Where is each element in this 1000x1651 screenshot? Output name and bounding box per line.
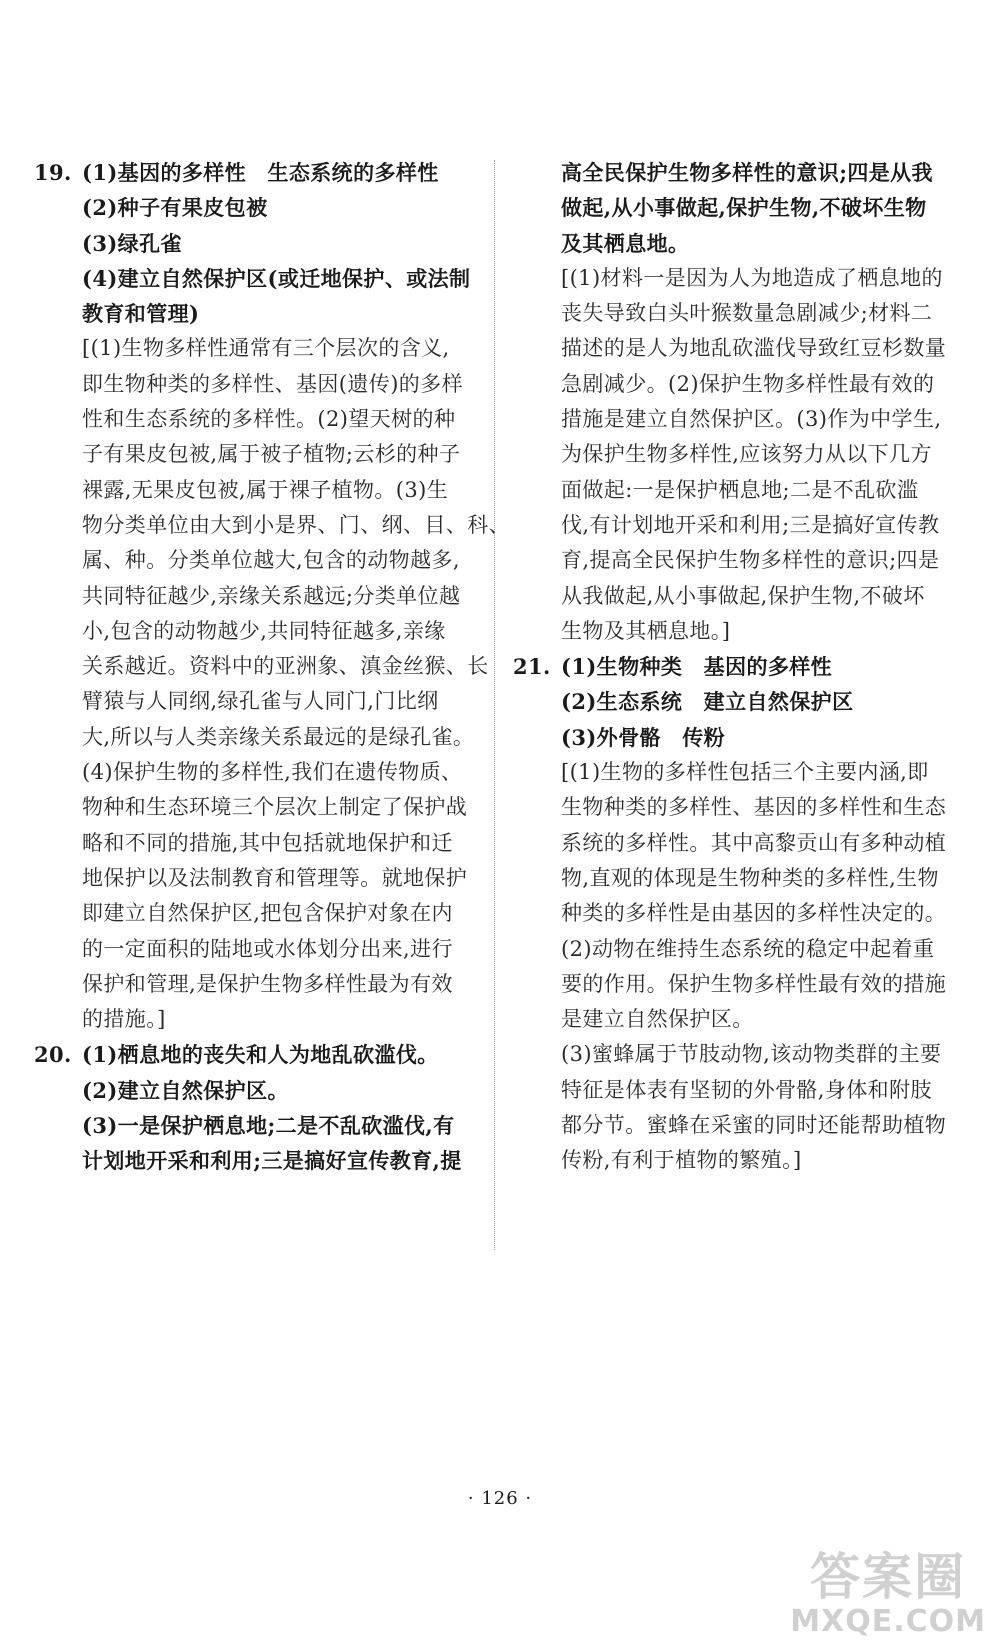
line-text: 急剧减少。(2)保护生物多样性最有效的 [561,371,935,396]
explanation-line [513,261,968,296]
explanation-line [34,720,489,755]
explanation-line [34,367,489,402]
line-text: 物种和生态环境三个层次上制定了保护战 [82,795,468,820]
line-text: 为保护生物多样性,应该努力从以下几方 [561,442,932,467]
line-text: 即生物种类的多样性、基因(遗传)的多样 [82,371,463,396]
question-line [34,1037,489,1072]
watermark-url: MXQE.COM [790,1604,986,1639]
line-text: 臂猿与人同纲,绿孔雀与人同门,门比纲 [82,689,439,714]
line-text: (1)生物种类 基因的多样性 [561,654,833,680]
line-text: 性和生态系统的多样性。(2)望天树的种 [82,407,456,432]
answer-line [34,296,489,331]
line-text: (3)一是保护栖息地;二是不乱砍滥伐,有 [82,1113,455,1139]
question-number: 19. [34,160,72,185]
watermark [790,1549,986,1639]
line-text: (2)生态系统 建立自然保护区 [561,689,854,715]
explanation-line [513,932,968,967]
explanation-line [513,1002,968,1037]
explanation-line [513,402,968,437]
explanation-line [513,579,968,614]
line-text: 是建立自然保护区。 [561,1007,754,1032]
line-text: (4)保护生物的多样性,我们在遗传物质、 [82,760,463,785]
answer-line [34,226,489,261]
explanation-line [513,473,968,508]
explanation-line [34,932,489,967]
line-text: 做起,从小事做起,保护生物,不破坏生物 [561,195,927,221]
line-text: 描述的是人为地乱砍滥伐导致红豆杉数量 [561,336,947,361]
explanation-line [513,508,968,543]
line-text: 措施是建立自然保护区。(3)作为中学生, [561,407,942,432]
explanation-line [34,896,489,931]
explanation-line [34,967,489,1002]
line-text: 教育和管理) [82,301,200,327]
line-text: (2)动物在维持生态系统的稳定中起着重 [561,936,935,961]
line-text: 从我做起,从小事做起,保护生物,不破坏 [561,583,925,608]
explanation-line [34,473,489,508]
line-text: 面做起:一是保护栖息地;二是不乱砍滥 [561,477,919,502]
answer-line [513,155,968,190]
explanation-line [513,331,968,366]
line-text: 计划地开采和利用;三是搞好宣传教育,提 [82,1148,462,1174]
line-text: 生物及其栖息地。] [561,618,731,643]
question-number: 20. [34,1042,72,1068]
explanation-line [513,437,968,472]
explanation-line [513,967,968,1002]
explanation-line [513,1108,968,1143]
watermark-logo: 答案圈 [810,1548,967,1606]
explanation-line [513,614,968,649]
line-text: 关系越近。资料中的亚洲象、滇金丝猴、长 [82,654,489,679]
line-text: 都分节。蜜蜂在采蜜的同时还能帮助植物 [561,1113,947,1138]
explanation-line [513,1037,968,1072]
line-text: (1)栖息地的丧失和人为地乱砍滥伐。 [82,1042,439,1068]
explanation-line [34,508,510,543]
line-text: 地保护以及法制教育和管理等。就地保护 [82,865,468,890]
explanation-line [513,896,968,931]
explanation-line [34,755,489,790]
explanation-line [34,1002,489,1037]
page-number: · 126 · [467,1488,533,1509]
explanation-line [34,543,489,578]
question-number: 21. [513,654,551,680]
line-text: 略和不同的措施,其中包括就地保护和迁 [82,830,453,855]
line-text: 的措施。] [82,1007,166,1032]
line-text: 裸露,无果皮包被,属于裸子植物。(3)生 [82,477,449,502]
explanation-line [513,826,968,861]
line-text: 的一定面积的陆地或水体划分出来,进行 [82,936,453,961]
line-text: [(1)生物多样性通常有三个层次的含义, [82,336,450,361]
explanation-line [513,790,968,825]
line-text: [(1)生物的多样性包括三个主要内涵,即 [561,760,929,785]
line-text: 共同特征越少,亲缘关系越远;分类单位越 [82,583,461,608]
left-column [34,155,510,1179]
line-text: 传粉,有利于植物的繁殖。] [561,1148,802,1173]
line-text: (4)建立自然保护区(或迁地保护、或法制 [82,265,471,291]
line-text: (3)蜜蜂属于节肢动物,该动物类群的主要 [561,1042,942,1067]
explanation-line [34,331,489,366]
line-text: (2)种子有果皮包被 [82,195,268,221]
answer-line [513,190,968,225]
answer-line [34,261,489,296]
line-text: 育,提高全民保护生物多样性的意识;四是 [561,548,940,573]
explanation-line [34,649,489,684]
line-text: 物,直观的体现是生物种类的多样性,生物 [561,865,939,890]
right-column [513,155,968,1179]
explanation-line [513,367,968,402]
line-text: 子有果皮包被,属于被子植物;云杉的种子 [82,442,461,467]
line-text: 丧失导致白头叶猴数量急剧减少;材料二 [561,301,933,326]
explanation-line [34,614,489,649]
line-text: 生物种类的多样性、基因的多样性和生态 [561,795,947,820]
explanation-line [34,684,489,719]
line-text: [(1)材料一是因为人为地造成了栖息地的 [561,265,943,290]
explanation-line [34,861,489,896]
explanation-line [34,579,489,614]
line-text: (3)外骨骼 传粉 [561,724,726,750]
line-text: 大,所以与人类亲缘关系最远的是绿孔雀。 [82,724,475,749]
explanation-line [34,437,489,472]
answer-line [513,226,968,261]
line-text: 属、种。分类单位越大,包含的动物越多, [82,548,460,573]
explanation-line [513,1073,968,1108]
line-text: 伐,有计划地开采和利用;三是搞好宣传教 [561,512,940,537]
answer-line [34,190,489,225]
line-text: 特征是体表有坚韧的外骨骼,身体和附肢 [561,1077,932,1102]
answer-line [513,684,968,719]
answer-line [513,720,968,755]
explanation-line [34,790,489,825]
line-text: 物分类单位由大到小是界、门、纲、目、科、 [82,512,510,537]
line-text: 要的作用。保护生物多样性最有效的措施 [561,971,947,996]
explanation-line [513,1143,968,1178]
answer-line [34,1143,489,1178]
line-text: 小,包含的动物越少,共同特征越多,亲缘 [82,618,446,643]
line-text: 高全民保护生物多样性的意识;四是从我 [561,160,933,185]
line-text: 系统的多样性。其中高黎贡山有多种动植 [561,830,947,855]
line-text: 即建立自然保护区,把包含保护对象在内 [82,901,453,926]
line-text: (1)基因的多样性 生态系统的多样性 [82,160,439,185]
question-line [513,649,968,684]
line-text: 保护和管理,是保护生物多样性最为有效 [82,971,453,996]
answer-line [34,1108,489,1143]
line-text: (3)绿孔雀 [82,230,182,256]
answer-line [34,1073,489,1108]
line-text: 及其栖息地。 [561,230,690,256]
explanation-line [513,296,968,331]
explanation-line [513,755,968,790]
explanation-line [513,543,968,578]
line-text: 种类的多样性是由基因的多样性决定的。 [561,901,947,926]
explanation-line [34,402,489,437]
column-divider [494,160,495,1250]
explanation-line [513,861,968,896]
explanation-line [34,826,489,861]
question-line [34,155,489,190]
line-text: (2)建立自然保护区。 [82,1077,289,1103]
